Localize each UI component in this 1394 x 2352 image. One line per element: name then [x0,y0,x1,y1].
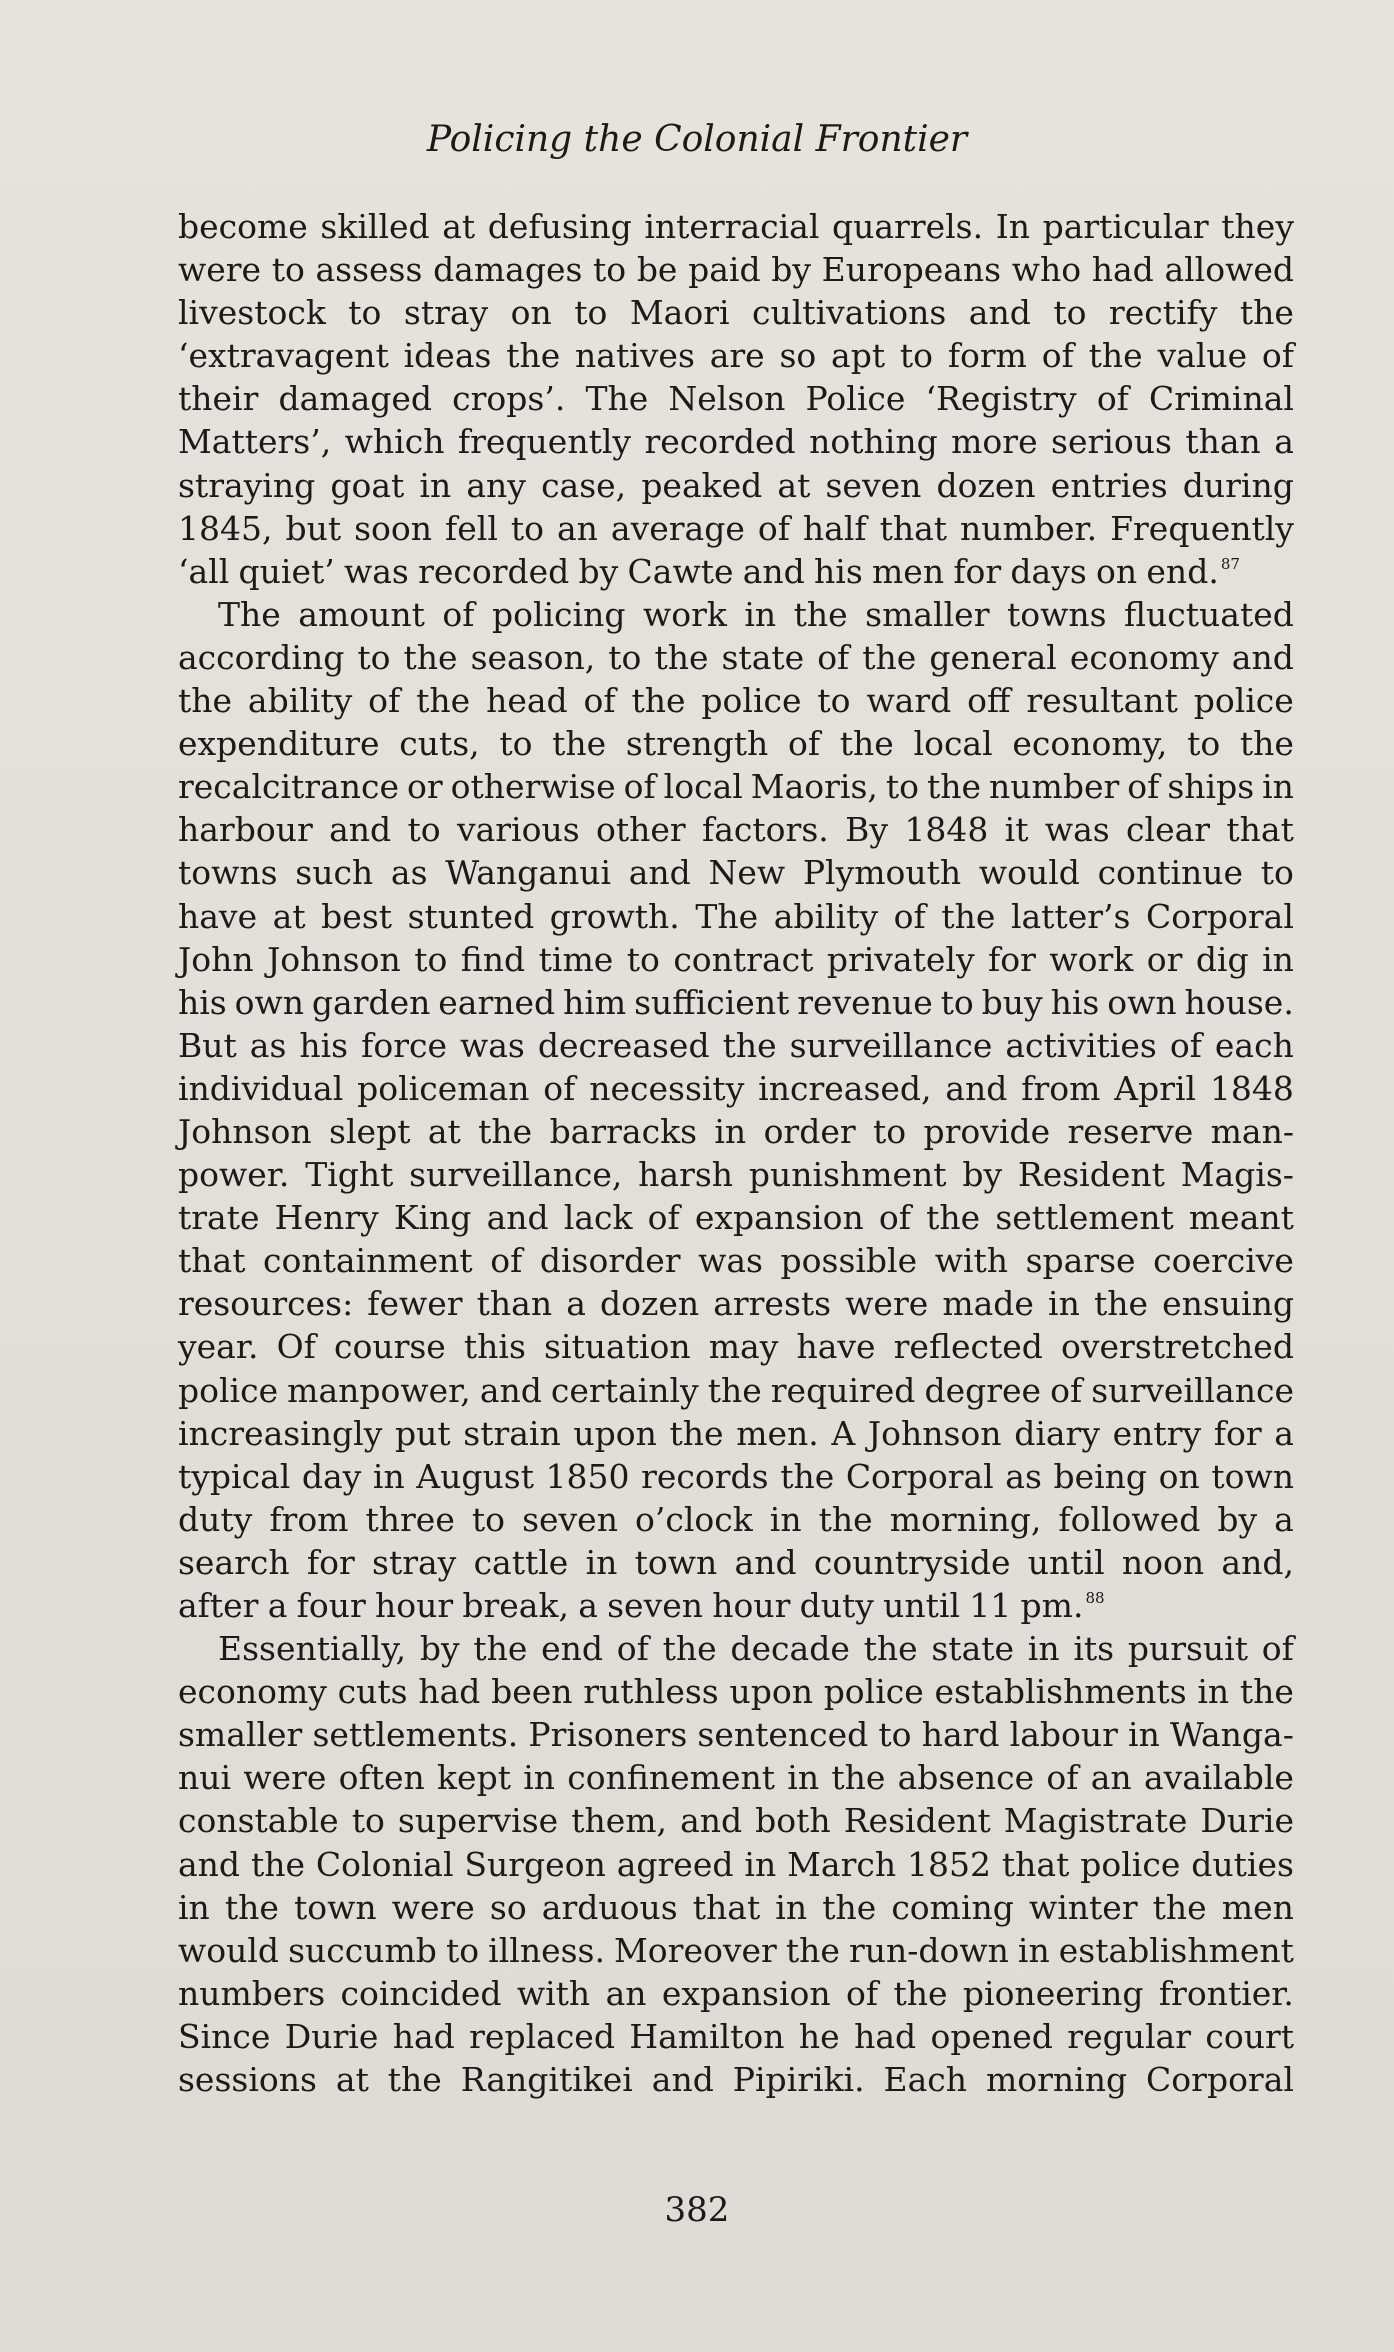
text-line: their damaged crops’. The Nelson Police ‘Registry of Criminal [178,379,1294,419]
text-line: livestock to stray on to Maori cultivations and to rectify the [178,293,1294,333]
text-line: duty from three to seven o’clock in the morning, followed by a [178,1499,1294,1539]
text-line: police manpower, and certainly the required degree of surveillance [178,1370,1294,1410]
text-line: harbour and to various other factors. By 1848 it was clear that [178,810,1294,850]
text-line: typical day in August 1850 records the Corporal as being on town [178,1456,1294,1496]
text-line: towns such as Wanganui and New Plymouth would continue to [178,853,1294,893]
text-line: have at best stunted growth. The ability of the latter’s Corporal [178,896,1294,936]
text-line: economy cuts had been ruthless upon police establishments in the [178,1672,1294,1712]
text-line: ‘all quiet’ was recorded by Cawte and his men for days on end. $^{87}$ [178,551,1240,591]
text-line: according to the season, to the state of the general economy and [178,637,1294,677]
text-line: that containment of disorder was possible with sparse coercive [178,1241,1294,1281]
text-line: straying goat in any case, peaked at seven dozen entries during [178,465,1294,505]
text-line: constable to supervise them, and both Resident Magistrate Durie [178,1801,1294,1841]
text-line: trate Henry King and lack of expansion of the settlement meant [178,1198,1294,1238]
text-line: the ability of the head of the police to ward off resultant police [178,681,1294,721]
paragraph [178,1627,1294,2101]
text-line: sessions at the Rangitikei and Pipiriki. Each morning Corporal [178,2060,1294,2100]
text-line: Matters’, which frequently recorded nothing more serious than a [178,422,1294,462]
text-line: in the town were so arduous that in the coming winter the men [178,1887,1294,1927]
text-line: Johnson slept at the barracks in order to provide reserve man- [178,1111,1294,1151]
text-line: numbers coincided with an expansion of the pioneering frontier. [178,1973,1294,2013]
footnote-marker: 87 [1220,554,1240,573]
text-line: his own garden earned him sufficient revenue to buy his own house. [178,982,1294,1022]
text-line: would succumb to illness. Moreover the run-down in establishment [178,1930,1294,1970]
text-line: search for stray cattle in town and countryside until noon and, [178,1542,1294,1582]
body-text [178,205,1294,2101]
text-line: individual policeman of necessity increased, and from April 1848 [178,1068,1294,1108]
running-head: Policing the Colonial Frontier [426,119,968,160]
text-line: But as his force was decreased the surveillance activities of each [178,1025,1294,1065]
text-line: after a four hour break, a seven hour duty until 11 pm. $^{88}$ [178,1586,1105,1625]
text-line: expenditure cuts, to the strength of the local economy, to the [178,724,1294,764]
text-line: were to assess damages to be paid by Europeans who had allowed [178,250,1294,290]
text-line: and the Colonial Surgeon agreed in March 1852 that police duties [178,1844,1294,1884]
text-line: become skilled at defusing interracial quarrels. In particular they [178,207,1294,246]
paragraph [178,593,1294,1627]
text-line: resources: fewer than a dozen arrests were made in the ensuing [178,1284,1294,1324]
text-line: John Johnson to find time to contract privately for work or dig in [178,939,1294,979]
text-line: increasingly put strain upon the men. A Johnson diary entry for a [178,1413,1294,1453]
text-line: 1845, but soon fell to an average of half that number. Frequently [178,508,1294,548]
text-line: smaller settlements. Prisoners sentenced to hard labour in Wanga- [178,1715,1294,1755]
text-line: nui were often kept in confinement in the absence of an available [178,1758,1294,1798]
text-line: Since Durie had replaced Hamilton he had opened regular court [178,2016,1294,2056]
text-line: Essentially, by the end of the decade the state in its pursuit of [218,1629,1294,1669]
text-line: ‘extravagent ideas the natives are so apt to form of the value of [178,336,1294,376]
page-number: 382 [664,2190,730,2230]
text-line: recalcitrance or otherwise of local Maoris, to the number of ships in [178,767,1294,807]
footnote-marker: 88 [1085,1589,1105,1607]
text-line: The amount of policing work in the smaller towns fluctuated [218,594,1294,634]
text-line: year. Of course this situation may have reflected overstretched [178,1327,1294,1367]
text-line: power. Tight surveillance, harsh punishment by Resident Magis- [178,1155,1294,1195]
paragraph [178,205,1294,593]
